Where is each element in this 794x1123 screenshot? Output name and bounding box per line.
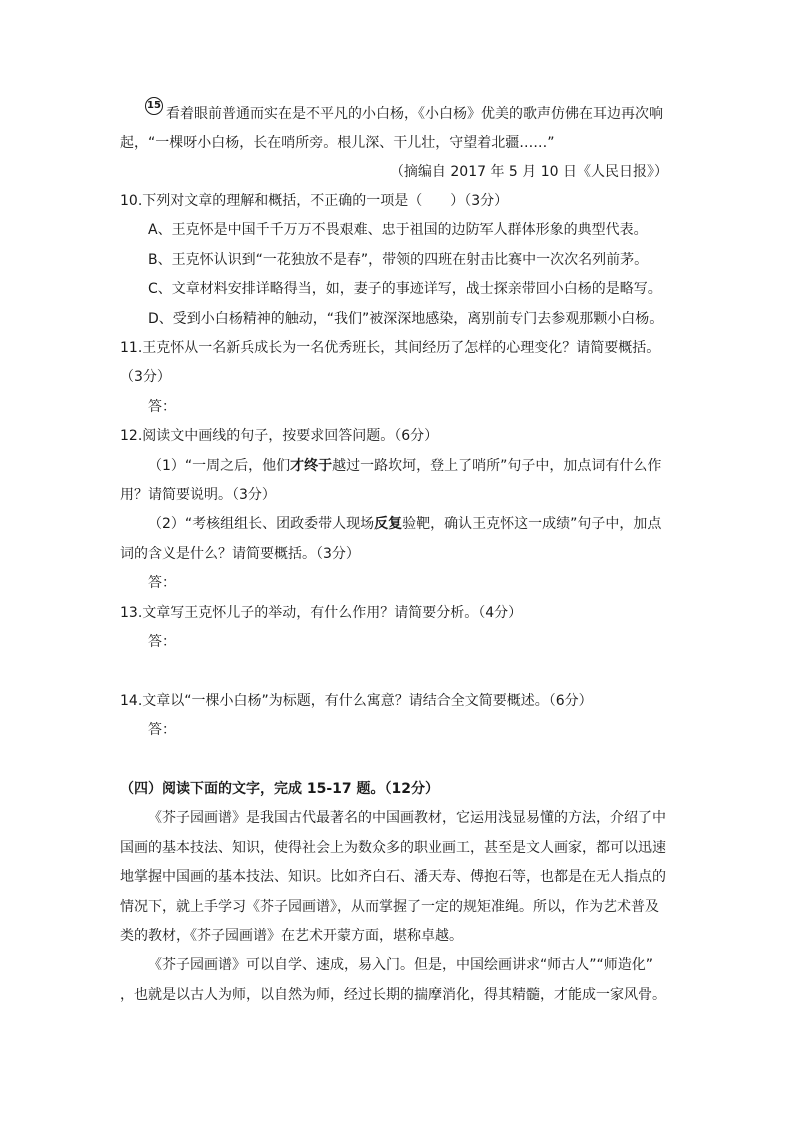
- question-12-sub-1-line2: 用？请简要说明。（3分）: [120, 487, 276, 503]
- section-4-paragraph-1-line: 《芥子园画谱》是我国古代最著名的中国画教材，它运用浅显易懂的方法，介绍了中: [148, 810, 666, 826]
- passage-source: （摘编自 2017 年 5 月 10 日《人民日报》）: [389, 164, 668, 180]
- q12-1-dotted-word: 才终于: [290, 458, 333, 474]
- section-4-paragraph-2-line: ，也就是以古人为师，以自然为师，经过长期的揣摩消化，得其精髓，才能成一家风骨。: [120, 987, 666, 1003]
- q12-1-text-a: （1）“一周之后，他们: [148, 458, 291, 474]
- question-14-stem: 14.文章以“一棵小白杨”为标题，有什么寓意？请结合全文简要概述。（6分）: [120, 693, 593, 709]
- section-4-paragraph-2-line: 《芥子园画谱》可以自学、速成，易入门。但是，中国绘画讲求“师古人”“师造化”: [148, 957, 654, 973]
- section-4-paragraph-1-line: 类的教材，《芥子园画谱》在艺术开蒙方面，堪称卓越。: [120, 928, 463, 944]
- question-12-sub-1: [148, 456, 708, 476]
- q12-2-dotted-word: 反复: [374, 516, 403, 532]
- question-10-option-d: D、受到小白杨精神的触动，“我们”被深深地感染，离别前专门去参观那颗小白杨。: [148, 311, 664, 327]
- question-11-score: （3分）: [120, 369, 171, 385]
- question-13-stem: 13.文章写王克怀儿子的举动，有什么作用？请简要分析。（4分）: [120, 605, 523, 621]
- question-13-answer-label: 答：: [148, 634, 176, 650]
- question-10-option-b: B、王克怀认识到“一花独放不是春”，带领的四班在射击比赛中一次次名列前茅。: [148, 252, 649, 268]
- passage-paragraph-15-line: [147, 100, 708, 124]
- passage-line: 起，“一棵呀小白杨，长在哨所旁。根儿深、干儿壮，守望着北疆……”: [120, 135, 555, 151]
- question-11-stem: 11.王克怀从一名新兵成长为一名优秀班长，其间经历了怎样的心理变化？请简要概括。: [120, 340, 661, 356]
- question-12-sub-2: [148, 514, 708, 534]
- paragraph-number-badge: 15: [145, 97, 163, 115]
- question-12-answer-label: 答：: [148, 575, 176, 591]
- question-10-stem: 10.下列对文章的理解和概括，不正确的一项是（ ）（3分）: [120, 193, 509, 209]
- question-10-option-a: A、王克怀是中国千千万万不畏艰难、忠于祖国的边防军人群体形象的典型代表。: [148, 222, 648, 238]
- passage-text: 看着眼前普通而实在是不平凡的小白杨，《小白杨》优美的歌声仿佛在耳边再次响: [166, 106, 663, 122]
- section-4-paragraph-1-line: 地掌握中国画的基本技法、知识。比如齐白石、潘天寿、傅抱石等，也都是在无人指点的: [120, 869, 666, 885]
- q12-2-text-b: 验靶，确认王克怀这一成绩”句子中，加点: [402, 516, 662, 532]
- question-12-sub-2-line2: 词的含义是什么？请简要概括。（3分）: [120, 546, 360, 562]
- question-14-answer-label: 答：: [148, 722, 176, 738]
- question-12-stem: 12.阅读文中画线的句子，按要求回答问题。（6分）: [120, 428, 439, 444]
- question-10-option-c: C、文章材料安排详略得当，如，妻子的事迹详写，战士探亲带回小白杨的是略写。: [148, 281, 662, 297]
- section-4-paragraph-1-line: 情况下，就上手学习《芥子园画谱》，从而掌握了一定的规矩准绳。所以，作为艺术普及: [120, 899, 659, 915]
- q12-2-text-a: （2）“考核组组长、团政委带人现场: [148, 516, 375, 532]
- q12-1-text-b: 越过一路坎坷，登上了哨所”句子中，加点词有什么作: [332, 458, 662, 474]
- question-11-answer-label: 答：: [148, 399, 176, 415]
- section-4-heading: （四）阅读下面的文字，完成 15-17 题。（12分）: [120, 781, 440, 797]
- paragraph-lead: [147, 100, 663, 124]
- section-4-paragraph-1-line: 国画的基本技法、知识，使得社会上为数众多的职业画工，甚至是文人画家，都可以迅速: [120, 840, 666, 856]
